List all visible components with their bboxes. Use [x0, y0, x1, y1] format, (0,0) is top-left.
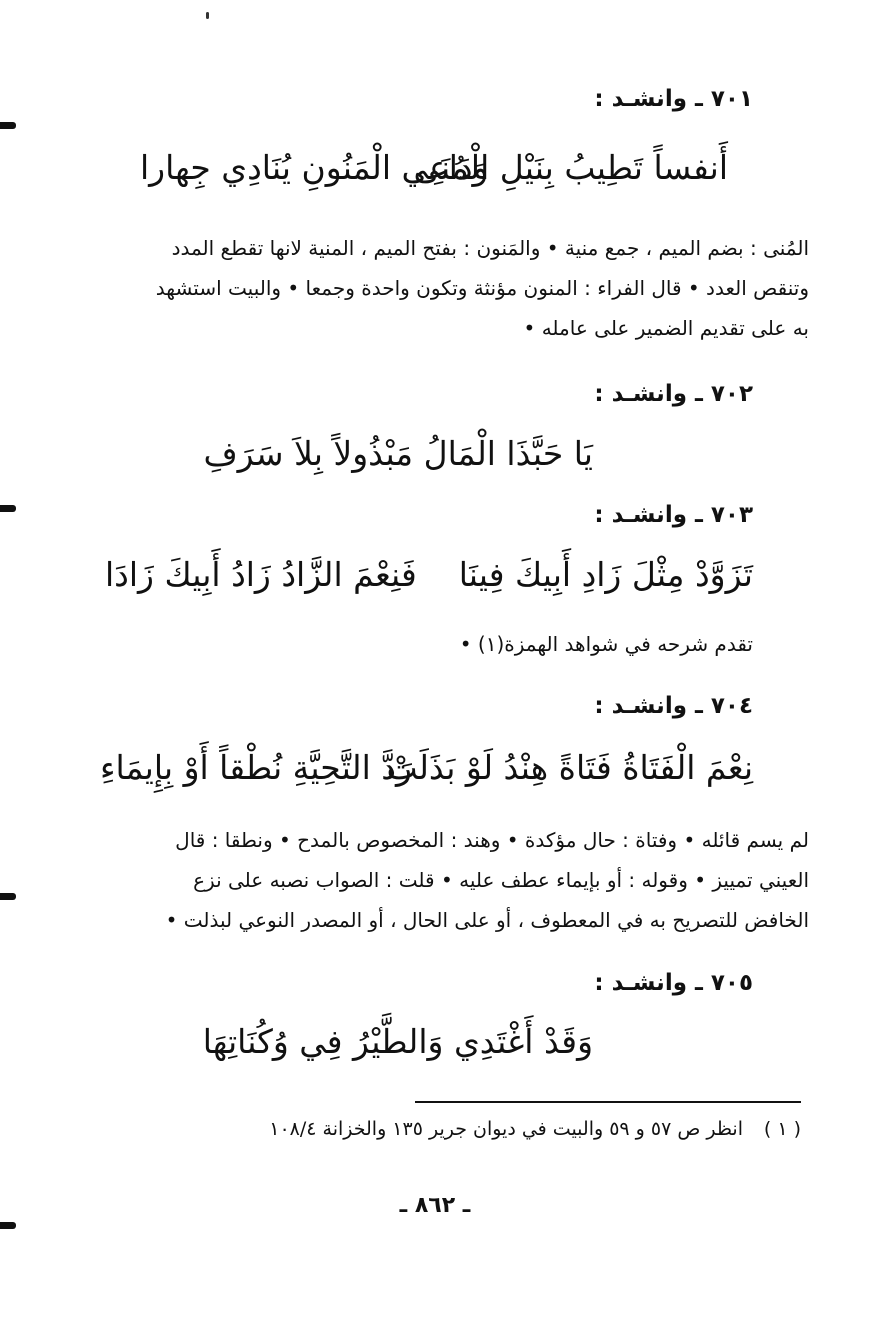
verse-first-hemistich: نِعْمَ الْفَتَاةُ فَتَاةً هِنْدُ لَوْ بَذَلَتْ: [386, 748, 753, 787]
binding-mark: [0, 893, 16, 900]
entry-heading: ٧٠١ ـ وانشـد :: [594, 86, 753, 112]
verse-second-hemistich: رَدَّ التَّحِيَّةِ نُطْقاً أَوْ بِإِيمَاءِ: [100, 748, 412, 787]
commentary-line: الخافض للتصريح به في المعطوف ، أو على الحال ، أو المصدر النوعي لبذلت •: [165, 908, 809, 932]
verse-second-hemistich: وَدَاعِي الْمَنُونِ يُنَادِي جِهارا: [140, 148, 489, 187]
commentary-line: به على تقديم الضمير على عامله •: [523, 316, 809, 340]
commentary-line: العيني تمييز • وقوله : أو بإيماء عطف عليه • قلت : الصواب نصبه على نزع: [193, 868, 809, 892]
entry-heading: ٧٠٣ ـ وانشـد :: [594, 502, 753, 528]
verse-single-line: وَقَدْ أَغْتَدِي وَالطَّيْرُ فِي وُكُنَاتِهَا: [202, 1022, 593, 1061]
entry-heading: ٧٠٥ ـ وانشـد :: [594, 970, 753, 996]
commentary-line: لم يسم قائله • وفتاة : حال مؤكدة • وهند : المخصوص بالمدح • ونطقا : قال: [175, 828, 809, 852]
binding-mark: [0, 505, 16, 512]
verse-first-hemistich: أَنفساً تَطِيبُ بِنَيْلِ الْمُنَى: [413, 148, 728, 187]
commentary: [57, 820, 809, 940]
binding-mark: [0, 122, 16, 129]
entry-heading: ٧٠٤ ـ وانشـد :: [594, 693, 753, 719]
entry-heading: ٧٠٢ ـ وانشـد :: [594, 381, 753, 407]
footnote-number: ( ١ ): [763, 1118, 801, 1140]
verse-first-hemistich: تَزَوَّدْ مِثْلَ زَادِ أَبِيكَ فِينَا: [458, 555, 753, 594]
commentary: [57, 228, 809, 348]
page-number: ـ ٨٦٢ ـ: [399, 1193, 471, 1218]
verse-single-line: يَا حَبَّذَا الْمَالُ مَبْذُولاً بِلاَ سَرَفِ: [203, 434, 593, 473]
verse-second-hemistich: فَنِعْمَ الزَّادُ زَادُ أَبِيكَ زَادَا: [105, 555, 417, 594]
footnote-divider: [415, 1101, 801, 1103]
binding-mark: [0, 1222, 16, 1229]
scan-speck: [206, 12, 209, 19]
commentary-line: وتنقص العدد • قال الفراء : المنون مؤنثة وتكون واحدة وجمعا • والبيت استشهد: [155, 276, 809, 300]
footnote-text: انظر ص ٥٧ و ٥٩ والبيت في ديوان جرير ١٣٥ والخزانة ١٠٨/٤: [269, 1118, 743, 1140]
cross-reference-note: تقدم شرحه في شواهد الهمزة(١) •: [459, 632, 753, 656]
commentary-line: المُنى : بضم الميم ، جمع منية • والمَنون : بفتح الميم ، المنية لانها تقطع المدد: [171, 236, 809, 260]
